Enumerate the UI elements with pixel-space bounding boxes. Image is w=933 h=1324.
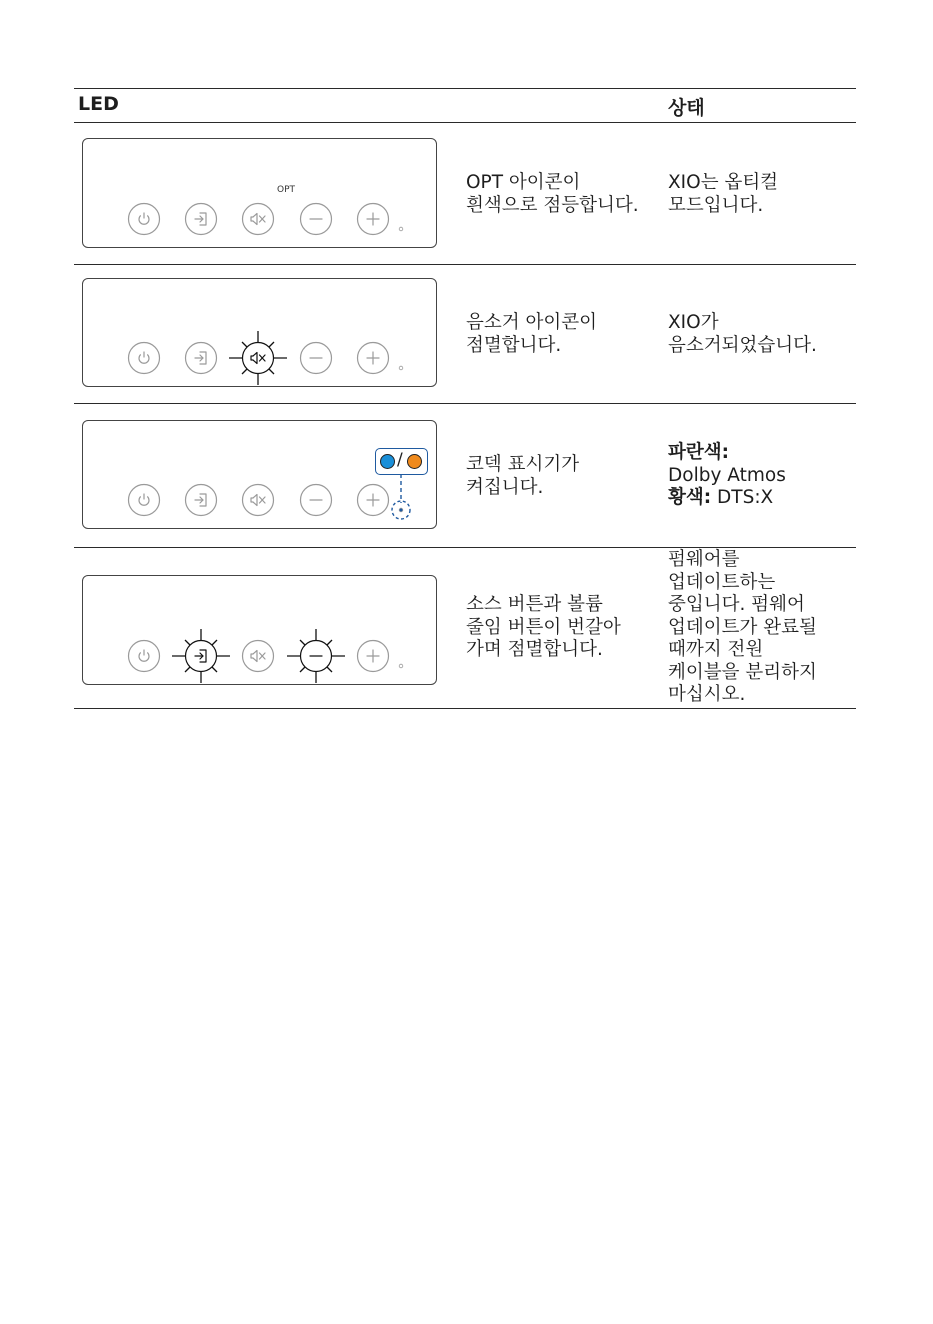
blue-status-value: Dolby Atmos: [668, 464, 786, 486]
row-divider: [74, 264, 856, 265]
power-button: [129, 485, 160, 516]
row3-description-line: 켜집니다.: [466, 476, 544, 498]
row3-description-line: 코덱 표시기가: [466, 454, 580, 475]
panel-buttons: [83, 139, 436, 247]
row1-status-line: XIO는 옵티컬: [668, 172, 779, 193]
row4-status-line: 업데이트하는: [668, 571, 776, 593]
power-button: [129, 204, 160, 235]
header-rule: [74, 122, 856, 123]
row4-description: [466, 594, 621, 662]
mute-button: [243, 204, 274, 235]
row4-status-line: 케이블을 분리하지: [668, 661, 817, 683]
power-button: [129, 641, 160, 672]
status-dot-icon: [399, 227, 403, 231]
codec-separator: /: [397, 450, 403, 470]
row2-status: [668, 312, 817, 357]
row-divider: [74, 403, 856, 404]
led-column-header: LED: [78, 93, 119, 115]
blue-led-icon: [380, 454, 395, 469]
power-button: [129, 343, 160, 374]
row1-description-line: 흰색으로 점등합니다.: [466, 194, 639, 216]
led-panel-opt: [82, 138, 437, 248]
orange-status-label: 황색:: [668, 487, 712, 508]
opt-label: OPT: [277, 185, 296, 195]
row3-status: [668, 442, 786, 510]
row1-description: [466, 172, 639, 217]
table-bottom-rule: [74, 708, 856, 709]
row4-description-line: 소스 버튼과 볼륨: [466, 594, 603, 615]
blue-status-label: 파란색:: [668, 442, 730, 463]
row2-status-line: XIO가: [668, 312, 719, 333]
row2-status-line: 음소거되었습니다.: [668, 334, 817, 356]
status-column-header: 상태: [668, 97, 705, 119]
row1-description-line: OPT 아이콘이: [466, 172, 581, 193]
panel-buttons: [83, 279, 436, 386]
row4-description-line: 줄임 버튼이 번갈아: [466, 616, 621, 638]
led-panel-firmware: [82, 575, 437, 685]
led-panel-codec: [82, 420, 437, 529]
orange-led-icon: [407, 454, 422, 469]
row4-status-line: 때까지 전원: [668, 639, 764, 660]
row4-status-line: 펌웨어를: [668, 549, 740, 570]
mute-button: [243, 485, 274, 516]
row4-status-line: 마십시오.: [668, 684, 746, 705]
row4-status-line: 중입니다. 펌웨어: [668, 594, 805, 615]
row3-description: [466, 454, 579, 499]
panel-buttons: [83, 576, 436, 684]
led-panel-mute: [82, 278, 437, 387]
mute-button: [243, 641, 274, 672]
table-top-rule: [74, 88, 856, 89]
row4-status-line: 업데이트가 완료될: [668, 616, 817, 638]
row-divider: [74, 547, 856, 548]
codec-indicator-callout: [392, 474, 410, 519]
orange-status-value: DTS:X: [717, 487, 774, 508]
codec-indicator-box: [375, 448, 428, 475]
row2-description-line: 음소거 아이콘이: [466, 312, 597, 333]
row1-status: [668, 172, 778, 217]
row1-status-line: 모드입니다.: [668, 194, 764, 216]
row2-description: [466, 312, 597, 357]
row4-status: [668, 549, 817, 707]
row2-description-line: 점멸합니다.: [466, 334, 562, 356]
status-dot-icon: [399, 366, 403, 370]
mute-button: [229, 331, 287, 385]
status-dot-icon: [399, 664, 403, 668]
row4-description-line: 가며 점멸합니다.: [466, 639, 603, 660]
